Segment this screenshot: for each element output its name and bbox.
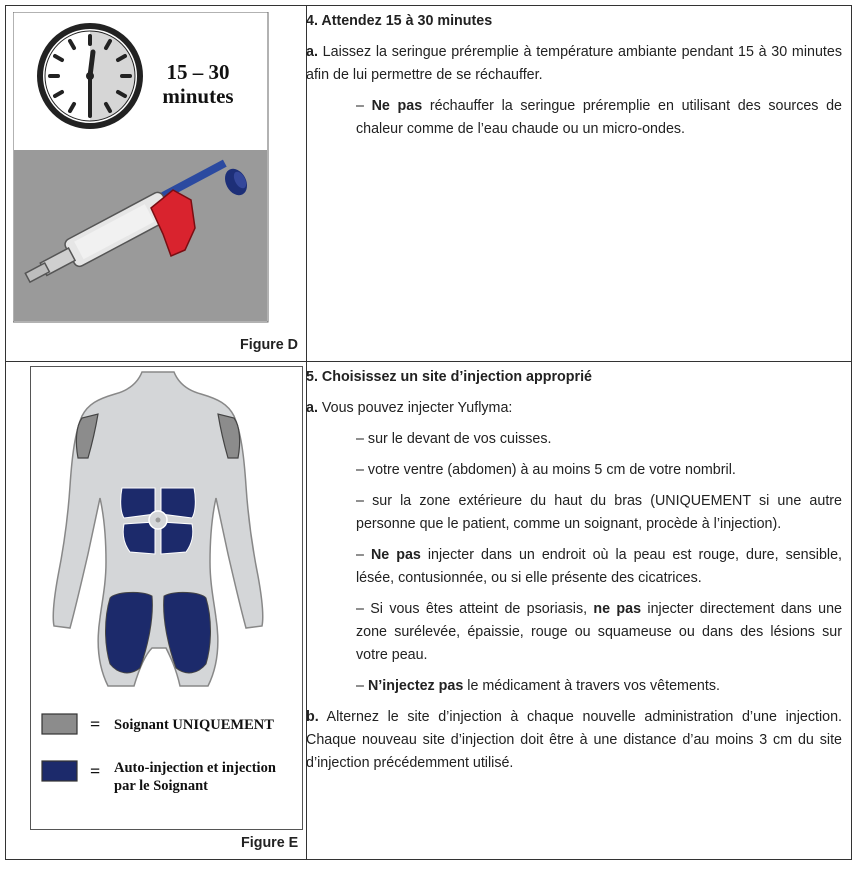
step5-item: – sur le devant de vos cuisses. [356, 431, 552, 447]
legend-self-line2: par le Soignant [114, 778, 209, 794]
step5-item: – Si vous êtes atteint de psoriasis, ne pas injecter directement dans une zone surélevée, épaissie, rouge ou squameuse ou dans des lésions sur votre peau. [356, 601, 843, 663]
step5-a: a. Vous pouvez injecter Yuflyma: [306, 400, 513, 416]
step4-warning: – Ne pas réchauffer la seringue préremplie en utilisant des sources de chaleur comme de l’eau chaude ou un micro-ondes. [356, 98, 842, 137]
figure-e-label: Figure E [241, 835, 299, 851]
step4-heading: 4. Attendez 15 à 30 minutes [306, 13, 493, 29]
step5-heading: 5. Choisissez un site d’injection approprié [306, 369, 592, 385]
legend-self-line1: Auto-injection et injection [114, 760, 276, 776]
self-swatch [42, 761, 77, 781]
duration-line1: 15 – 30 [166, 60, 230, 84]
step4-text [306, 10, 842, 149]
step5-item: – N’injectez pas le médicament à travers vos vêtements. [356, 678, 720, 694]
figure-d-illustration [13, 12, 269, 323]
step5-item: – votre ventre (abdomen) à au moins 5 cm de votre nombril. [356, 462, 736, 478]
legend-eq-2: = [90, 761, 101, 781]
step4-a: a. Laissez la seringue préremplie à température ambiante pendant 15 à 30 minutes afin de lui permettre de se réchauffer. [306, 44, 842, 83]
legend-caregiver: Soignant UNIQUEMENT [114, 717, 274, 733]
caregiver-swatch [42, 714, 77, 734]
row-divider [6, 361, 851, 362]
step5-item: – sur la zone extérieure du haut du bras (UNIQUEMENT si une autre personne que le patient, comme un soignant, procède à l’injection). [356, 493, 842, 532]
step5-b: b. Alternez le site d’injection à chaque nouvelle administration d’une injection. Chaque nouveau site d’injection doit être à une distance d’au moins 3 cm du site d’injection précédemment utilisé. [306, 709, 842, 771]
duration-line2: minutes [162, 84, 234, 108]
legend-eq-1: = [90, 714, 101, 734]
step5-text [306, 366, 842, 783]
clock-icon [40, 26, 140, 126]
figure-e-illustration [30, 366, 303, 830]
step5-item: – Ne pas injecter dans un endroit où la peau est rouge, dure, sensible, lésée, contusionnée, ou si elle présente des cicatrices. [356, 547, 842, 586]
figure-d-label: Figure D [240, 337, 298, 353]
